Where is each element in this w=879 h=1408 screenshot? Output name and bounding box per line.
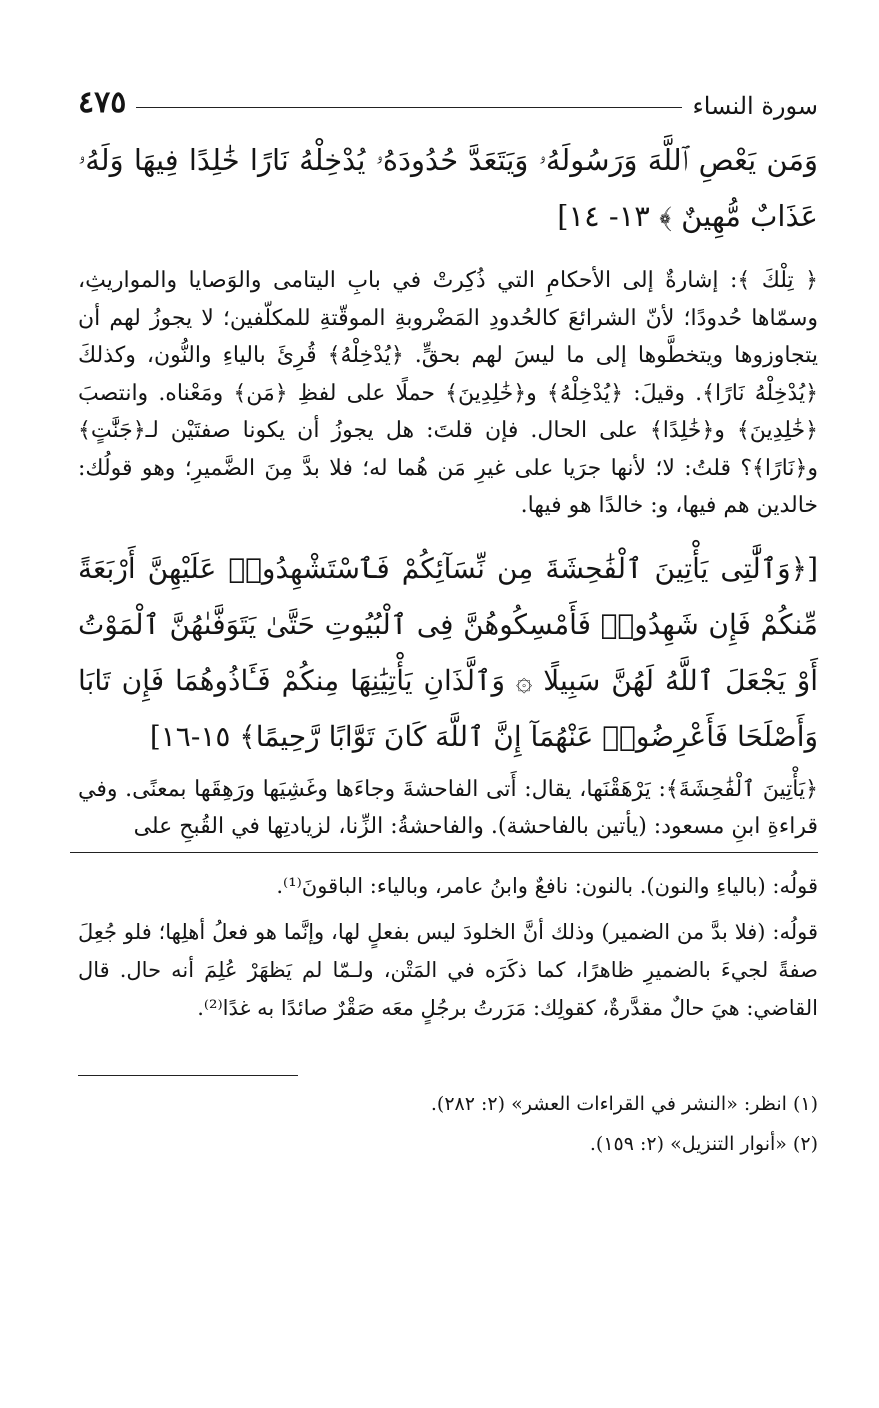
book-page <box>78 70 818 1164</box>
commentary-verse-13-14: ﴿ تِلْكَ ﴾: إشارةٌ إلى الأحكامِ التي ذُكِرتْ في بابِ اليتامى والوَصايا والمواريثِ، وسمّاها حُدودًا؛ لأنّ الشرائعَ كالحُدودِ المَضْروبةِ الموقّتةِ للمكلّفين؛ لا يجوزُ لهم أن يتجاوزوها ويتخطَّوها إلى ما ليسَ لهم بحقٍّ. ﴿يُدْخِلْهُ﴾ قُرِئَ بالياءِ والنُّون، وكذلكَ ﴿يُدْخِلْهُ نَارًا﴾. وقيلَ: ﴿يُدْخِلْهُ﴾ و﴿خَٰلِدِينَ﴾ حملًا على لفظِ ﴿مَن﴾ ومَعْناه. وانتصبَ ﴿خَٰلِدِينَ﴾ و﴿خَٰلِدًا﴾ على الحال. فإن قلتَ: هل يجوزُ أن يكونا صفتَيْن لـ﴿جَنَّٰتٍ﴾ و﴿نَارًا﴾؟ قلتُ: لا؛ لأنها جرَيا على غيرِ مَن هُما له؛ فلا بدَّ مِنَ الضَّميرِ؛ وهو قولُك: خالدين هم فيها، و: خالدًا هو فيها. <box>78 268 818 518</box>
footnote-rule <box>78 1075 298 1076</box>
footnotes <box>78 1084 818 1164</box>
running-header <box>78 70 818 120</box>
gloss-paragraph: قولُه: (فلا بدَّ من الضمير) وذلك أنَّ الخلودَ ليس بفعلٍ لها، وإنَّما هو فعلُ أهلِها؛ فلو جُعِلَ صفةً لجيءَ بالضميرِ ظاهرًا، كما ذكَرَه في المَتْن، ولـمّا لم يَظهَرْ عُلِمَ أنه حال. قال القاضي: هيَ حالٌ مقدَّرةٌ، كقولِك: مَرَرتُ برجُلٍ معَه صَقْرٌ صائدًا به غدًا⁽²⁾. <box>78 919 818 1020</box>
surah-title: سورة النساء <box>692 92 818 120</box>
footnote-1: (١) انظر: «النشر في القراءات العشر» (٢: ٢٨٢). <box>430 1092 818 1115</box>
commentary-verse-15-16: ﴿يَأْتِينَ ٱلْفَٰحِشَةَ﴾: يَرْهَقْنَها، يقال: أَتى الفاحشةَ وجاءَها وغَشِيَها ورَهِقَها بمعنًى. وفي قراءةِ ابنِ مسعود: (يأتين بالفاحشة). والفاحشةُ: الزِّنا، لزيادتِها في القُبحِ على <box>78 776 818 839</box>
marginal-gloss <box>78 867 818 1027</box>
quran-verse-13-14: وَمَن يَعْصِ ٱللَّهَ وَرَسُولَهُۥ وَيَتَعَدَّ حُدُودَهُۥ يُدْخِلْهُ نَارًا خَٰلِدًا فِيهَا وَلَهُۥ عَذَابٌ مُّهِينٌ ﴾ ١٣- ١٤] <box>78 143 818 233</box>
header-rule <box>136 107 682 108</box>
quran-verse-15-16: [﴿وَٱلَّٰتِى يَأْتِينَ ٱلْفَٰحِشَةَ مِن نِّسَآئِكُمْ فَٱسْتَشْهِدُوا۟ عَلَيْهِنَّ أَرْبَعَةً مِّنكُمْ فَإِن شَهِدُوا۟ فَأَمْسِكُوهُنَّ فِى ٱلْبُيُوتِ حَتَّىٰ يَتَوَفَّىٰهُنَّ ٱلْمَوْتُ أَوْ يَجْعَلَ ٱللَّهُ لَهُنَّ سَبِيلًا ۞ وَٱلَّذَانِ يَأْتِيَٰنِهَا مِنكُمْ فَـَٔاذُوهُمَا فَإِن تَابَا وَأَصْلَحَا فَأَعْرِضُوا۟ عَنْهُمَآ إِنَّ ٱللَّهَ كَانَ تَوَّابًا رَّحِيمًا﴾ ١٥-١٦] <box>78 551 818 753</box>
main-text-divider <box>70 852 818 853</box>
footnote-2: (٢) «أنوار التنزيل» (٢: ١٥٩). <box>589 1132 818 1155</box>
gloss-paragraph: قولُه: (بالياءِ والنون). بالنون: نافعٌ وابنُ عامر، وبالياء: الباقونَ⁽¹⁾. <box>276 873 818 898</box>
page-number: ٤٧٥ <box>78 85 127 120</box>
